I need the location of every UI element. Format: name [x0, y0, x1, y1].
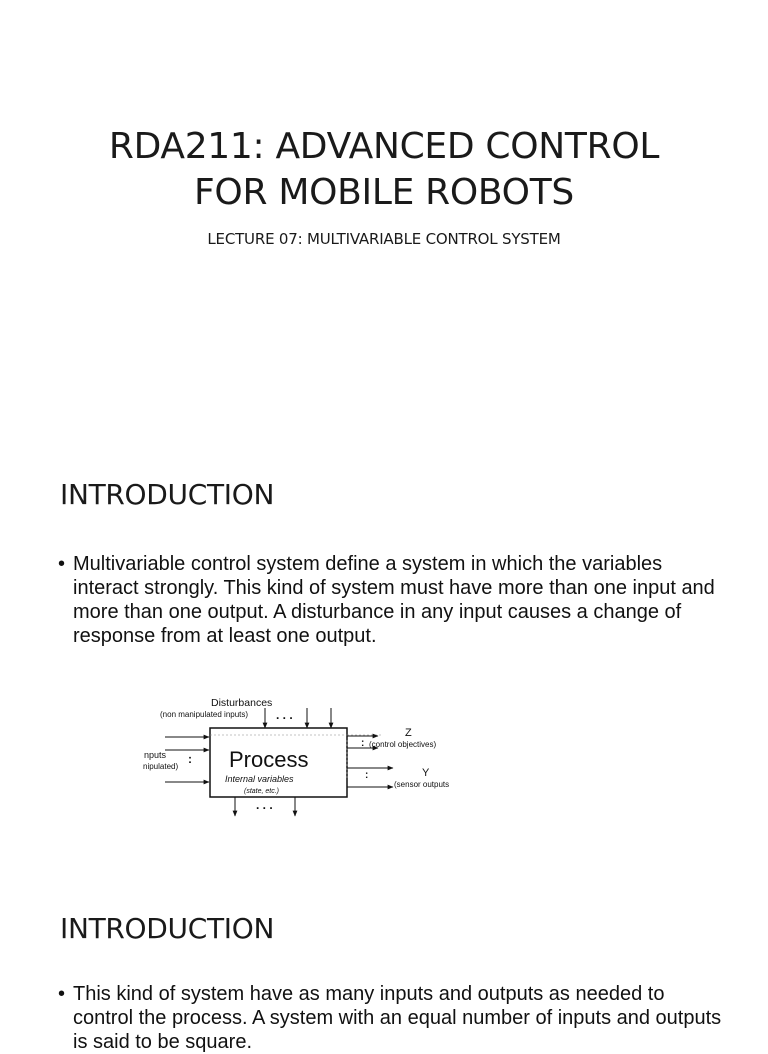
ellipsis-dots: :: [365, 770, 369, 781]
course-title-line-1: RDA211: ADVANCED CONTROL: [108, 126, 660, 167]
section-heading: INTRODUCTION: [60, 912, 275, 945]
bullet-marker: •: [58, 983, 66, 1005]
introduction-slide: [0, 440, 768, 860]
ellipsis-dots: . . .: [276, 708, 293, 722]
section-heading: INTRODUCTION: [60, 478, 275, 511]
ellipsis-dots: . . .: [256, 798, 273, 812]
course-title-line-2: FOR MOBILE ROBOTS: [194, 172, 574, 213]
disturbances-label: Disturbances: [211, 697, 273, 709]
title-slide: [0, 0, 768, 430]
bullet-item: [58, 982, 723, 1054]
ellipsis-dots: :: [361, 738, 365, 749]
bullet-text: This kind of system have as many inputs and outputs as needed to control the process. A system with an equal number of inputs and outputs is said to be square.: [73, 983, 722, 1053]
y-label: Y: [422, 767, 430, 779]
y-sublabel: (sensor outputs: [394, 780, 450, 789]
inputs-label: nputs: [144, 750, 167, 760]
z-label: Z: [405, 727, 412, 739]
bullet-marker: •: [58, 553, 66, 575]
lecture-subtitle: LECTURE 07: MULTIVARIABLE CONTROL SYSTEM: [207, 230, 561, 248]
process-label: Process: [229, 747, 309, 772]
inputs-sublabel: nipulated): [143, 762, 179, 771]
disturbances-sublabel: (non manipulated inputs): [160, 710, 249, 719]
introduction-slide-2: [0, 880, 768, 1053]
internal-variables-sublabel: (state, etc.): [244, 788, 280, 795]
ellipsis-dots: :: [188, 752, 192, 766]
bullet-item: [58, 552, 723, 648]
z-sublabel: (control objectives): [369, 740, 437, 749]
process-diagram: [143, 676, 463, 826]
course-title: [0, 124, 768, 216]
bullet-text: Multivariable control system define a system in which the variables interact strongly. This kind of system must have more than one input and more than one output. A disturbance in any input causes a change of response from at least one output.: [73, 553, 715, 647]
internal-variables-label: Internal variables: [225, 774, 294, 784]
